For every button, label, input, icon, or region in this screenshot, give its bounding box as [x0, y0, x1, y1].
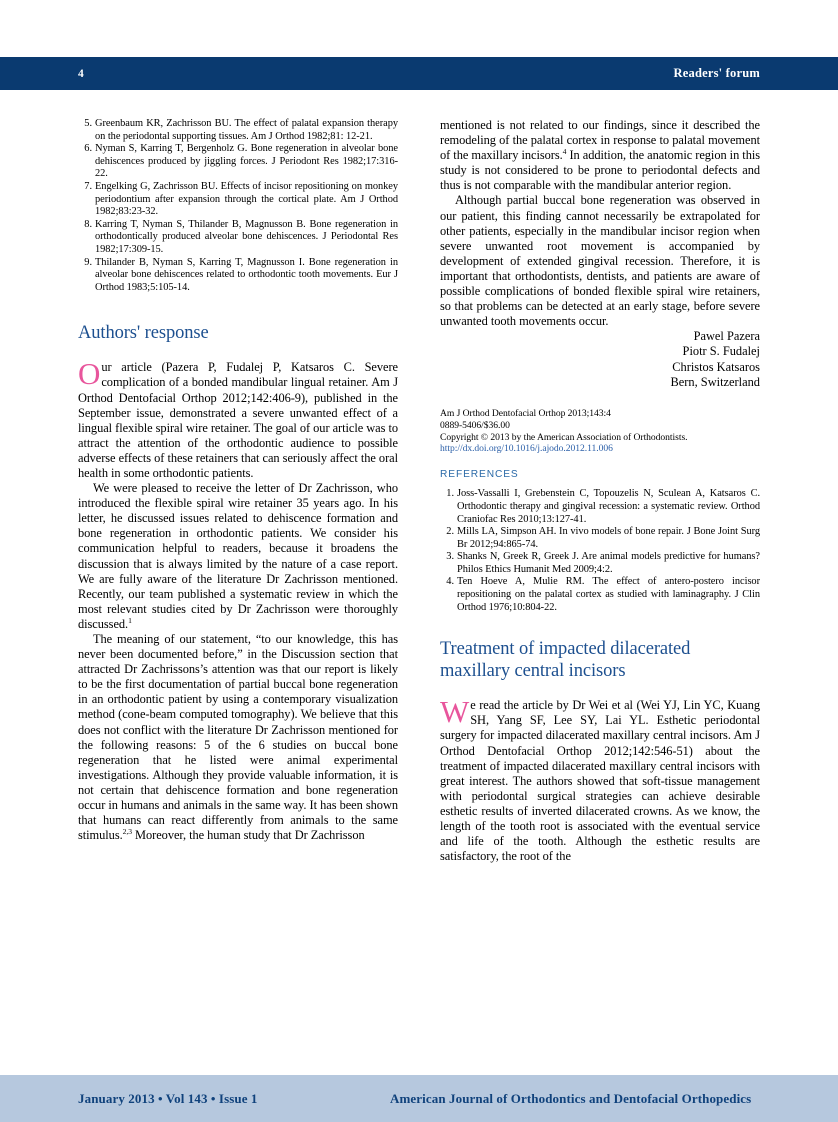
paragraph-text: We were pleased to receive the letter of Dr Zachrisson, who introduced the flexible spiral wire retainer 35 years ago. In his letter, he discussed issues related to dehiscence formation and bone regeneration in orthodontic patients. We consider his communication helpful to readers, because it broadens the discussion that is always limited by the nature of a case report. We are fully aware of the literature Dr Zachrisson mentioned. Recently, our team published a systematic review in which the most relevant studies cited by Dr Zachrisson were thoroughly discussed. [78, 481, 398, 631]
paragraph-text: ur article (Pazera P, Fudalej P, Katsaros C. Severe complication of a bonded mandibular lingual retainer. Am J Orthod Dentofacial Orthop 2012;142:406-9), published in the September issue, demonstrated a severe unwanted effect of a lingual flexible spiral wire retainer. The goal of our article was to attract the attention of the orthodontic audience to possible adverse effects of these retainers that can seriously affect the oral health in some orthodontic patients. [78, 360, 398, 480]
spacer [440, 682, 760, 698]
paragraph-authors-response-2 [78, 481, 398, 632]
reference-text: Ten Hoeve A, Mulie RM. The effect of antero-postero incisor repositioning on the palatal cortex as studied with laminagraphy. J Clin Orthod 1976;10:804-22. [457, 576, 760, 613]
signature-block [440, 329, 760, 389]
issue-info: January 2013 • Vol 143 • Issue 1 [78, 1090, 258, 1106]
paragraph-treatment-1 [440, 694, 760, 864]
reference-item [78, 181, 398, 219]
treatment-article-heading: Treatment of impacted dilacerated maxillary central incisors [440, 639, 691, 682]
reference-text: Karring T, Nyman S, Thilander B, Magnusson B. Bone regeneration in orthodontically produced alveolar bone dehiscences. J Periodontal Res 1982;17:309-15. [95, 218, 398, 255]
paragraph-text: mentioned is not related to our findings, since it described the remodeling of the palatal cortex in response to palatal movement of the maxillary incisors. [440, 118, 760, 163]
paragraph-authors-response-3 [78, 632, 398, 843]
author-name: Pawel Pazera [693, 329, 760, 344]
spacer [440, 455, 760, 469]
references-heading: REFERENCES [440, 469, 519, 481]
footnote-marker: 1 [128, 615, 132, 625]
reference-number: 4. [446, 576, 454, 588]
reference-text: Mills LA, Simpson AH. In vivo models of bone repair. J Bone Joint Surg Br 2012;94:865-74. [457, 526, 760, 550]
reference-number: 7. [84, 180, 92, 192]
drop-cap-letter: O [78, 356, 101, 392]
author-location: Bern, Switzerland [670, 374, 760, 389]
reference-number: 8. [84, 218, 92, 230]
paragraph-authors-response-1 [78, 356, 398, 481]
article-body [78, 118, 760, 1058]
reference-number: 9. [84, 256, 92, 268]
reference-item [440, 576, 760, 614]
reference-text: Shanks N, Greek R, Greek J. Are animal models predictive for humans? Philos Ethics Humanit Med 2009;4:2. [457, 551, 760, 575]
author-name: Piotr S. Fudalej [682, 344, 760, 359]
citation-block [440, 408, 760, 456]
author-name: Christos Katsaros [672, 359, 760, 374]
running-title: Readers' forum [673, 66, 760, 80]
page-footer [0, 1075, 838, 1122]
reference-item [78, 118, 398, 143]
authors-response-heading: Authors' response [78, 323, 209, 344]
paragraph-text: e read the article by Dr Wei et al (Wei YJ, Lin YC, Kuang SH, Yang SF, Lee SY, Lai YL. Esthetic periodontal surgery for impacted dilacerated maxillary central incisors. Am J Orthod Dentofacial Orthop 2012;142:546-51) about the treatment of impacted dilacerated maxillary central incisors with great interest. The authors showed that soft-tissue management with periodontal surgical strategies can achieve desirable esthetic results of inverted dilacerated crowns. As we know, the length of the tooth root is associated with the eventual service and life of the tooth. Although the esthetic results are satisfactory, the root of the [440, 698, 760, 864]
issn-price-line: 0889-5406/$36.00 [440, 419, 510, 431]
left-column [78, 118, 398, 1058]
copyright-line: Copyright © 2013 by the American Association of Orthodontists. [440, 431, 688, 443]
page-number: 4 [78, 67, 84, 80]
reference-item [440, 488, 760, 526]
references-list [440, 488, 760, 614]
reference-number: 2. [446, 526, 454, 538]
spacer [440, 480, 760, 488]
references-continued-list [78, 118, 398, 294]
reference-item [440, 526, 760, 551]
paragraph-text: The meaning of our statement, “to our knowledge, this has never been documented before,” in the Discussion section that attracted Dr Zachrissons’s attention was that our report is likely to be the first documentation of partial buccal bone regeneration in an orthodontic patient by using a contemporary visualization method (cone-beam computed tomography). We believe that this does not conflict with the literature Dr Zachrisson mentioned for the following reasons: 5 of the 6 studies on buccal bone regeneration that he listed were animal experimental investigations. Although they provide valuable information, it is not certain that dehiscence formation and bone regeneration occur in humans and animals in the same way. It has been shown that humans can react differently from animals to the same stimulus. [78, 632, 398, 843]
right-column [440, 118, 760, 1058]
paragraph-right-2: Although partial buccal bone regeneration was observed in our patient, this finding cannot necessarily be extrapolated for other patients, especially in the mandibular incisor region when severe unwanted root movement is accompanied by development of extended gingival recession. Therefore, it is important that orthodontists, dentists, and patients are aware of possible complications of bonded flexible spiral wire retainers, so that problems can be detected at an early stage, before severe unwanted tooth movements occur. [440, 193, 760, 329]
spacer [78, 294, 398, 322]
reference-text: Joss-Vassalli I, Grebenstein C, Topouzelis N, Sculean A, Katsaros C. Orthodontic therapy and gingival recession: a systematic review. Orthod Craniofac Res 2010;13:127-41. [457, 488, 760, 525]
spacer [440, 390, 760, 408]
footnote-marker: 2,3 [122, 827, 132, 837]
reference-text: Engelking G, Zachrisson BU. Effects of incisor repositioning on monkey periodontium after expansion through the cortical plate. Am J Orthod 1982;83:23-32. [95, 180, 398, 218]
reference-item [78, 143, 398, 181]
reference-number: 1. [446, 488, 454, 500]
page-header [0, 57, 838, 90]
paragraph-text-cont: Moreover, the human study that Dr Zachrisson [132, 828, 365, 843]
footnote-marker: 4 [562, 147, 567, 157]
reference-item [78, 219, 398, 257]
drop-cap-letter: W [440, 694, 470, 730]
reference-number: 5. [84, 118, 92, 129]
paragraph-text-cont: In addition, the anatomic region in this study is not considered to be prone to periodontal defects and thus is not comparable with the mandibular anterior region. [440, 148, 760, 193]
reference-item [440, 551, 760, 576]
journal-name: American Journal of Orthodontics and Dentofacial Orthopedics [390, 1090, 752, 1106]
reference-number: 6. [84, 143, 92, 155]
reference-item [78, 257, 398, 295]
reference-text: Nyman S, Karring T, Bergenholz G. Bone regeneration in alveolar bone dehiscences produced by jiggling forces. J Periodont Res 1982;17:316-22. [95, 143, 398, 180]
reference-text: Greenbaum KR, Zachrisson BU. The effect of palatal expansion therapy on the periodontal supporting tissues. Am J Orthod 1982;81: 12-21. [95, 118, 398, 142]
reference-text: Thilander B, Nyman S, Karring T, Magnusson I. Bone regeneration in alveolar bone dehiscences related to orthodontic tooth movements. Eur J Orthod 1983;5:105-14. [95, 256, 398, 293]
reference-number: 3. [446, 551, 454, 563]
spacer [440, 614, 760, 638]
citation-line: Am J Orthod Dentofacial Orthop 2013;143:4 [440, 407, 611, 419]
doi-link[interactable]: http://dx.doi.org/10.1016/j.ajodo.2012.11.006 [440, 443, 613, 455]
paragraph-right-1 [440, 118, 760, 193]
spacer [78, 344, 398, 360]
